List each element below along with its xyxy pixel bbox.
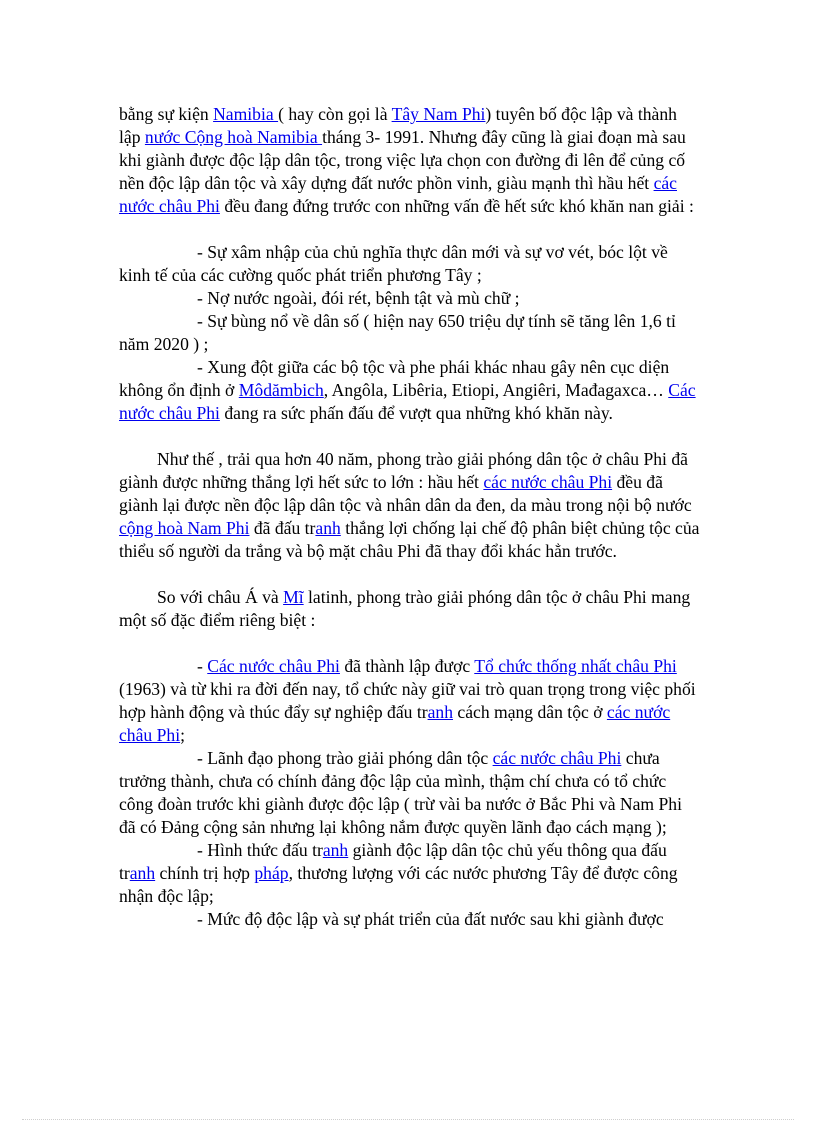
text-run: tháng 3- 1991. Nhưng đây cũng là giai đoạn mà sau khi giành được độc lập dân tộc, trong việc lựa chọn con đường đi lên để củng cố nền độc lập dân tộc và xây dựng đất nước phồn vinh, giàu mạnh thì hầu hết [119,127,686,193]
text-run: ( hay còn gọi là [278,104,392,124]
text-run: cách mạng dân tộc ở [453,702,607,722]
text-run: , Angôla, Libêria, Etiopi, Angiêri, Mađagaxca… [323,380,669,400]
link-nuoc-cong-hoa-namibia[interactable]: nước Cộng hoà Namibia [144,127,323,147]
text-run: bằng sự kiện [119,104,214,124]
text-run: ) tuyên bố độc lập và thành lập [119,104,677,147]
text-run: chưa trưởng thành, chưa có chính đảng độc lập của mình, thậm chí chưa có tổ chức công đoàn trước khi giành được độc lập ( trừ vài ba nước ở Bắc Phi và Nam Phi đã có Đảng cộng sản nhưng lại không nắm được quyền lãnh đạo cách mạng ); [119,748,682,837]
link-phap[interactable]: pháp [254,863,289,883]
link-modambich[interactable]: Môdămbich [238,380,324,400]
paragraph-11: - Mức độ độc lập và sự phát triển của đất nước sau khi giành được [197,909,664,929]
paragraph-8 [119,655,702,747]
link-anh[interactable]: anh [427,702,453,722]
text-run: chính trị hợp [155,863,255,883]
link-cong-hoa-nam-phi[interactable]: cộng hoà Nam Phi [119,518,250,538]
text-run: - Lãnh đạo phong trào giải phóng dân tộc [197,748,493,768]
document-body [119,103,702,931]
paragraph-5 [119,356,702,425]
text-run: , thương lượng với các nước phương Tây để được công nhận độc lập; [119,863,678,906]
link-cac-nuoc-chau-phi[interactable]: các nước châu Phi [483,472,613,492]
text-run: Như thế , trải qua hơn 40 năm, phong trào giải phóng dân tộc ở châu Phi đã giành được những thắng lợi hết sức to lớn : hầu hết [119,449,688,492]
link-mi[interactable]: Mĩ [283,587,304,607]
paragraph-6 [119,448,702,563]
paragraph-spacer [119,563,702,586]
paragraph-2: - Sự xâm nhập của chủ nghĩa thực dân mới và sự vơ vét, bóc lột về kinh tế của các cường quốc phát triển phương Tây ; [119,242,668,285]
paragraph-10 [119,839,702,908]
paragraph-spacer [119,632,702,655]
link-cac-nuoc-chau-phi[interactable]: Các nước châu Phi [207,656,340,676]
link-tay-nam-phi[interactable]: Tây Nam Phi [391,104,486,124]
link-cac-nuoc-chau-phi[interactable]: các nước châu Phi [492,748,622,768]
text-run: đã đấu tr [249,518,316,538]
text-run: giành độc lập dân tộc chủ yếu thông qua đấu tr [119,840,667,883]
text-run: - [197,656,208,676]
text-run: (1963) và từ khi ra đời đến nay, tổ chức này giữ vai trò quan trọng trong việc phối hợp hành động và thúc đẩy sự nghiệp đấu tr [119,679,696,722]
text-run: đã thành lập được [339,656,475,676]
page-bottom-border [22,1119,794,1120]
link-cac-nuoc-chau-phi[interactable]: Các nước châu Phi [119,380,696,423]
link-anh[interactable]: anh [322,840,349,860]
text-run: đang ra sức phấn đấu để vượt qua những khó khăn này. [219,403,613,423]
link-cac-nuoc-chau-phi[interactable]: các nước châu Phi [119,173,677,216]
link-to-chuc-thong-nhat-chau-phi[interactable]: Tổ chức thống nhất châu Phi [474,656,677,676]
text-run: - Xung đột giữa các bộ tộc và phe phái khác nhau gây nên cục diện không ổn định ở [119,357,670,400]
link-anh[interactable]: anh [129,863,156,883]
paragraph-1 [119,103,702,218]
text-run: latinh, phong trào giải phóng dân tộc ở châu Phi mang một số đặc điểm riêng biệt : [119,587,691,630]
text-run: So với châu Á và [157,587,284,607]
paragraph-3: - Nợ nước ngoài, đói rét, bệnh tật và mù chữ ; [197,288,520,308]
link-cac-nuoc-chau-phi[interactable]: các nước châu Phi [119,702,671,745]
paragraph-4: - Sự bùng nổ về dân số ( hiện nay 650 triệu dự tính sẽ tăng lên 1,6 tỉ năm 2020 ) ; [119,311,676,354]
paragraph-spacer [119,218,702,241]
paragraph-7 [119,586,702,632]
text-run: đều đã giành lại được nền độc lập dân tộc và nhân dân da đen, da màu trong nội bộ nước [119,472,692,515]
text-run: thắng lợi chống lại chế độ phân biệt chủng tộc của thiểu số người da trắng và bộ mặt châu Phi đã thay đổi khác hẳn trước. [119,518,700,561]
paragraph-9 [119,747,702,839]
text-run: đều đang đứng trước con những vấn đề hết sức khó khăn nan giải : [219,196,694,216]
text-run: ; [180,725,185,745]
text-run: - Hình thức đấu tr [197,840,323,860]
link-namibia[interactable]: Namibia [213,104,279,124]
link-anh[interactable]: anh [315,518,341,538]
paragraph-spacer [119,425,702,448]
